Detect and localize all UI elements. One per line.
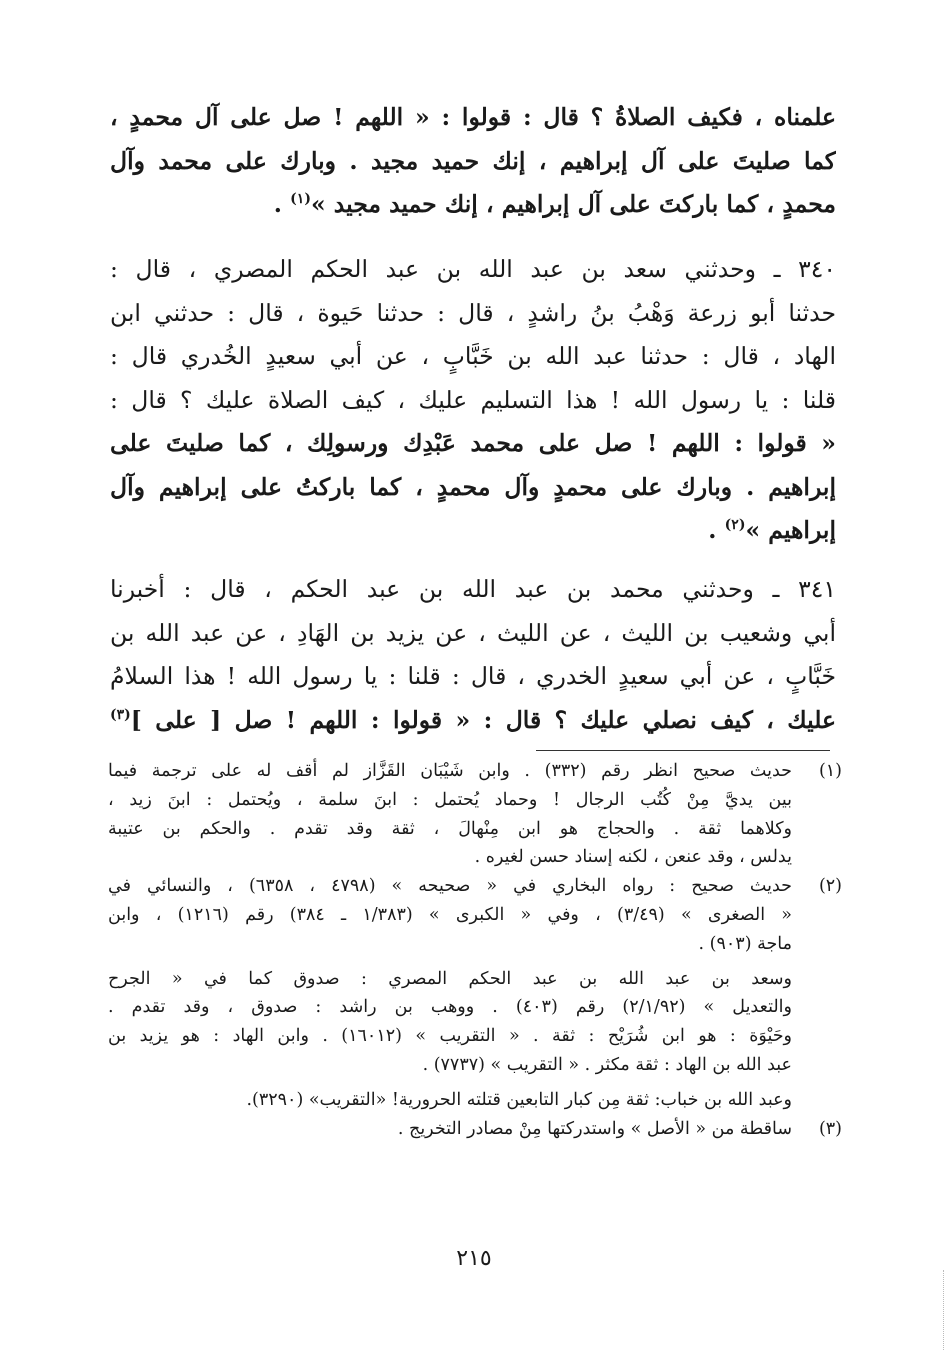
footnote-1 — [108, 757, 842, 872]
paragraph-3 — [110, 568, 836, 742]
text-line: أبي وشعيب بن الليث ، عن الليث ، عن يزيد بن الهَادِ ، عن عبد الله بن — [110, 618, 836, 647]
footnote-line: وسعد بن عبد الله بن عبد الحكم المصري : صدوق كما في « الجرح — [108, 968, 792, 989]
text-line: إبراهيم . وبارك على محمدٍ وآل محمدٍ ، كما باركتُ على إبراهيم وآل — [110, 472, 836, 501]
text-line: خَبَّابٍ ، عن أبي سعيدٍ الخدري ، قال : قلنا : يا رسول الله ! هذا السلامُ — [110, 662, 836, 690]
paragraph-1 — [110, 96, 836, 227]
footnote-line: ساقطة من « الأصل » واستدركتها مِنْ مصادر التخريج . — [397, 1118, 792, 1139]
footnote-line: حديث صحيح : رواه البخاري في « صحيحه » (٤٧٩٨ ، ٦٣٥٨) ، والنسائي في — [108, 876, 792, 897]
footnote-3 — [108, 1115, 842, 1144]
text-line: ٣٤٠ ـ وحدثني سعد بن عبد الله بن عبد الحكم المصري ، قال : — [110, 255, 836, 283]
text-line: كما صليتَ على آل إبراهيم ، إنك حميد مجيد . وبارك على محمد وآل — [110, 146, 836, 175]
footnote-number: (٢) — [818, 876, 842, 897]
text-line-end: . — [708, 516, 725, 544]
scan-edge-mark — [941, 1270, 944, 1350]
footnote-2-commentary — [108, 965, 842, 1115]
paragraph-2 — [110, 248, 836, 553]
footnote-line: حديث صحيح انظر رقم (٣٣٢) . وابن شَيْبَان القَزَّاز لم أقف له على ترجمة فيما — [108, 761, 792, 781]
footnote-number: (١) — [818, 761, 842, 781]
footnote-number: (٣) — [818, 1118, 842, 1139]
text-line — [110, 699, 836, 743]
text-line — [110, 509, 836, 553]
text-line — [110, 183, 836, 227]
footnote-2 — [108, 872, 842, 958]
footnote-line: والتعديل » (٢/١/٩٢) رقم (٤٠٣) . ووهب بن راشد : صدوق ، وقد تقدم . — [108, 997, 792, 1018]
text-line: الهاد ، قال : حدثنا عبد الله بن خَبَّابٍ ، عن أبي سعيدٍ الخُدري قال : — [110, 342, 836, 370]
text-line-content: عليك ، كيف نصلي عليك ؟ قال : « قولوا : اللهم ! صل [ على ] — [130, 705, 836, 734]
footnote-ref[interactable]: (١) — [290, 191, 311, 208]
text-line-end: . — [273, 190, 291, 218]
text-line: قلنا : يا رسول الله ! هذا التسليم عليك ، كيف الصلاة عليك ؟ قال : — [110, 385, 836, 414]
footnote-separator — [536, 750, 830, 751]
page-number: ٢١٥ — [456, 1246, 492, 1271]
footnote-line: يدلس ، وقد عنعن ، لكنه إسناد حسن لغيره . — [474, 847, 792, 868]
text-line: علمناه ، فكيف الصلاةُ ؟ قال : قولوا : « اللهم ! صل على آل محمدٍ ، — [110, 103, 836, 131]
footnote-ref[interactable]: (٣) — [110, 706, 131, 723]
footnote-line: ماجة (٩٠٣) . — [698, 933, 792, 954]
footnote-line: « الصغرى » (٣/٤٩) ، وفي « الكبرى » (١/٣٨٣ ـ ٣٨٤) رقم (١٢١٦) ، وابن — [108, 904, 792, 925]
text-line-content: إبراهيم » — [745, 516, 836, 544]
footnote-line: بين يديَّ مِنْ كُتُب الرجال ! وحماد يُحتمل : ابنَ سلمة ، ويُحتمل : ابنَ زيد ، — [108, 789, 792, 810]
text-line: ٣٤١ ـ وحدثني محمد بن عبد الله بن عبد الحكم ، قال : أخبرنا — [110, 575, 836, 603]
text-line: حدثنا أبو زرعة وَهْبُ بنُ راشدٍ ، قال : حدثنا حَيوة ، قال : حدثني ابن — [110, 298, 836, 327]
footnote-line: وعبد الله بن خباب: ثقة مِن كبار التابعين قتلته الحرورية! «التقريب» (٣٢٩٠). — [246, 1089, 792, 1110]
footnote-line: عبد الله بن الهاد : ثقة مكثر . « التقريب » (٧٧٣٧) . — [422, 1054, 792, 1075]
text-line-content: محمدٍ ، كما باركتَ على آل إبراهيم ، إنك حميد مجيد » — [310, 190, 836, 218]
footnotes — [108, 757, 842, 1143]
text-line: « قولوا : اللهم ! صل على محمد عَبْدِك ورسولِك ، كما صليتَ على — [110, 429, 836, 457]
footnote-line: وحَيْوَة : هو ابن شُرَيْح : ثقة . « التقريب » (١٦٠١٢) . وابن الهاد : هو يزيد بن — [108, 1026, 792, 1047]
footnote-ref[interactable]: (٢) — [724, 517, 746, 534]
footnote-line: وكلاهما ثقة . والحجاج هو ابن مِنْهالَ ، ثقة وقد تقدم . والحكم بن عتيبة — [108, 818, 792, 839]
